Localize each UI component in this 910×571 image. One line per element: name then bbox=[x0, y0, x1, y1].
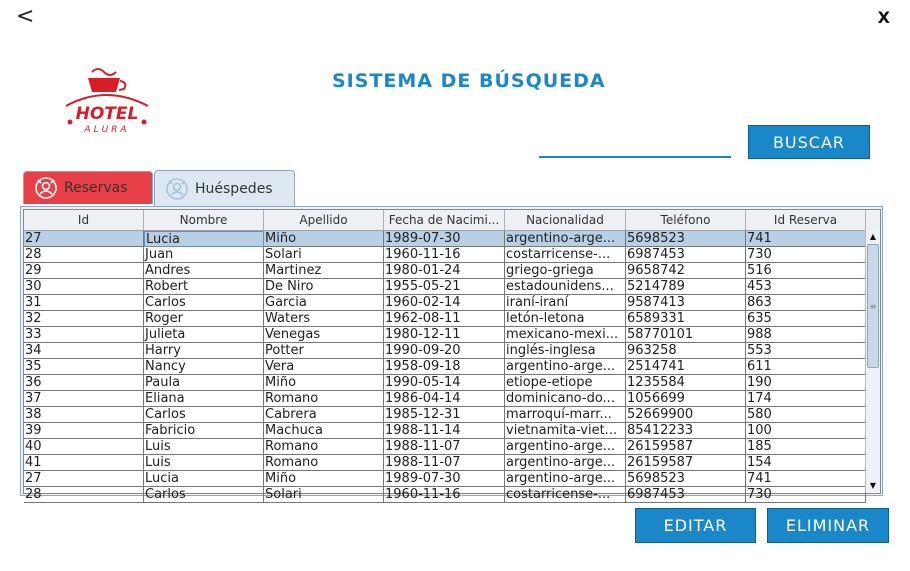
table-row[interactable] bbox=[24, 343, 880, 359]
table-cell[interactable]: Nancy bbox=[144, 359, 264, 375]
table-cell[interactable]: 34 bbox=[24, 343, 144, 359]
table-cell[interactable]: Paula bbox=[144, 375, 264, 391]
table-cell[interactable]: 1986-04-14 bbox=[384, 391, 505, 407]
table-cell[interactable]: argentino-arge... bbox=[505, 455, 626, 471]
table-cell[interactable]: 35 bbox=[24, 359, 144, 375]
table-cell[interactable]: mexicano-mexi... bbox=[505, 327, 626, 343]
table-cell[interactable]: Carlos bbox=[144, 295, 264, 311]
table-cell[interactable]: costarricense-... bbox=[505, 247, 626, 263]
table-cell[interactable]: Luis bbox=[144, 455, 264, 471]
table-cell[interactable]: 1988-11-14 bbox=[384, 423, 505, 439]
table-cell[interactable]: 730 bbox=[746, 247, 866, 263]
column-header[interactable]: Id bbox=[24, 210, 144, 230]
table-cell[interactable]: 6987453 bbox=[626, 247, 746, 263]
table-cell[interactable]: 52669900 bbox=[626, 407, 746, 423]
table-body bbox=[24, 231, 880, 503]
table-cell[interactable]: Luis bbox=[144, 439, 264, 455]
table-cell[interactable]: 58770101 bbox=[626, 327, 746, 343]
table-cell[interactable]: 988 bbox=[746, 327, 866, 343]
logo-word-alura: ALURA bbox=[84, 125, 130, 135]
table-cell[interactable]: argentino-arge... bbox=[505, 231, 626, 247]
table-cell[interactable]: etiope-etiope bbox=[505, 375, 626, 391]
table-cell[interactable]: 28 bbox=[24, 247, 144, 263]
table-cell[interactable]: dominicano-do... bbox=[505, 391, 626, 407]
table-cell[interactable]: 611 bbox=[746, 359, 866, 375]
table-row[interactable] bbox=[24, 407, 880, 423]
table-row[interactable] bbox=[24, 263, 880, 279]
edit-button[interactable]: EDITAR bbox=[635, 508, 756, 543]
table-row[interactable] bbox=[24, 359, 880, 375]
vertical-scrollbar[interactable] bbox=[865, 229, 880, 492]
back-button[interactable]: < bbox=[16, 4, 35, 29]
table-cell[interactable]: estadounidens... bbox=[505, 279, 626, 295]
table-cell[interactable]: Romano bbox=[264, 439, 384, 455]
table-cell[interactable]: 1962-08-11 bbox=[384, 311, 505, 327]
table-cell[interactable]: Venegas bbox=[264, 327, 384, 343]
logo-word-hotel: HOTEL bbox=[75, 104, 139, 124]
table-cell[interactable]: 730 bbox=[746, 487, 866, 503]
table-cell[interactable]: 1980-01-24 bbox=[384, 263, 505, 279]
table-cell[interactable]: 30 bbox=[24, 279, 144, 295]
table-cell[interactable]: 741 bbox=[746, 231, 866, 247]
table-cell[interactable]: Eliana bbox=[144, 391, 264, 407]
column-header[interactable]: Apellido bbox=[264, 210, 384, 230]
table-cell[interactable]: 154 bbox=[746, 455, 866, 471]
table-cell[interactable]: inglés-inglesa bbox=[505, 343, 626, 359]
table-cell[interactable]: 28 bbox=[24, 487, 144, 503]
table-cell[interactable]: 1955-05-21 bbox=[384, 279, 505, 295]
table-row[interactable] bbox=[24, 327, 880, 343]
delete-button[interactable]: ELIMINAR bbox=[767, 508, 889, 543]
table-cell[interactable]: Romano bbox=[264, 455, 384, 471]
table-cell[interactable]: Waters bbox=[264, 311, 384, 327]
table-cell[interactable]: 1960-11-16 bbox=[384, 247, 505, 263]
table-cell[interactable]: 39 bbox=[24, 423, 144, 439]
table-cell[interactable]: Miño bbox=[264, 471, 384, 487]
table-cell[interactable]: 1985-12-31 bbox=[384, 407, 505, 423]
table-cell[interactable]: argentino-arge... bbox=[505, 359, 626, 375]
close-button[interactable]: X bbox=[877, 8, 890, 27]
table-row[interactable] bbox=[24, 487, 880, 503]
column-header[interactable]: Fecha de Nacimi... bbox=[384, 210, 505, 230]
scroll-up-arrow-icon[interactable]: ▲ bbox=[869, 231, 877, 241]
table-cell[interactable]: 36 bbox=[24, 375, 144, 391]
table-cell[interactable]: argentino-arge... bbox=[505, 439, 626, 455]
table-cell[interactable]: 185 bbox=[746, 439, 866, 455]
table-cell[interactable]: 1980-12-11 bbox=[384, 327, 505, 343]
table-cell[interactable]: 1989-07-30 bbox=[384, 231, 505, 247]
table-cell[interactable]: 553 bbox=[746, 343, 866, 359]
table-cell[interactable]: 5214789 bbox=[626, 279, 746, 295]
table-cell[interactable]: Vera bbox=[264, 359, 384, 375]
table-row[interactable] bbox=[24, 247, 880, 263]
table-cell[interactable]: 33 bbox=[24, 327, 144, 343]
table-row[interactable] bbox=[24, 471, 880, 487]
table-cell[interactable]: Garcia bbox=[264, 295, 384, 311]
table-row[interactable] bbox=[24, 455, 880, 471]
scroll-down-arrow-icon[interactable]: ▼ bbox=[869, 480, 877, 490]
table-cell[interactable]: Martinez bbox=[264, 263, 384, 279]
table-cell[interactable]: 38 bbox=[24, 407, 144, 423]
table-cell[interactable]: 1990-05-14 bbox=[384, 375, 505, 391]
table-cell[interactable]: 31 bbox=[24, 295, 144, 311]
table-cell[interactable]: Romano bbox=[264, 391, 384, 407]
table-cell[interactable]: marroquí-marr... bbox=[505, 407, 626, 423]
table-cell[interactable]: Lucia bbox=[144, 471, 264, 487]
table-cell[interactable]: Machuca bbox=[264, 423, 384, 439]
table-cell[interactable]: 635 bbox=[746, 311, 866, 327]
table-cell[interactable]: Julieta bbox=[144, 327, 264, 343]
table-cell[interactable]: Solari bbox=[264, 247, 384, 263]
tab-reservas-label: Reservas bbox=[64, 180, 128, 196]
table-cell[interactable]: 516 bbox=[746, 263, 866, 279]
table-row[interactable] bbox=[24, 375, 880, 391]
table-cell[interactable]: 6589331 bbox=[626, 311, 746, 327]
search-button[interactable]: BUSCAR bbox=[748, 125, 870, 159]
table-cell[interactable]: 190 bbox=[746, 375, 866, 391]
table-cell[interactable]: 2514741 bbox=[626, 359, 746, 375]
column-header[interactable]: Teléfono bbox=[626, 210, 746, 230]
table-cell[interactable]: griego-griega bbox=[505, 263, 626, 279]
search-input[interactable] bbox=[539, 128, 731, 158]
table-cell[interactable]: 32 bbox=[24, 311, 144, 327]
table-cell[interactable]: 9658742 bbox=[626, 263, 746, 279]
table-cell[interactable]: Miño bbox=[264, 231, 384, 247]
tab-huespedes-label: Huéspedes bbox=[195, 180, 273, 197]
table-cell[interactable]: 27 bbox=[24, 231, 144, 247]
table-cell[interactable]: 580 bbox=[746, 407, 866, 423]
table-cell[interactable]: 1235584 bbox=[626, 375, 746, 391]
table-row[interactable] bbox=[24, 295, 880, 311]
table-cell[interactable]: 40 bbox=[24, 439, 144, 455]
column-header[interactable]: Id Reserva bbox=[746, 210, 866, 230]
table-row[interactable] bbox=[24, 311, 880, 327]
table-cell[interactable]: letón-letona bbox=[505, 311, 626, 327]
table-cell[interactable]: 1989-07-30 bbox=[384, 471, 505, 487]
table-cell[interactable]: 1056699 bbox=[626, 391, 746, 407]
table-cell[interactable]: Harry bbox=[144, 343, 264, 359]
table-cell[interactable]: Miño bbox=[264, 375, 384, 391]
table-cell[interactable]: 85412233 bbox=[626, 423, 746, 439]
table-header bbox=[24, 210, 880, 231]
table-cell[interactable]: argentino-arge... bbox=[505, 471, 626, 487]
table-cell[interactable]: iraní-iraní bbox=[505, 295, 626, 311]
table-cell[interactable]: 1960-02-14 bbox=[384, 295, 505, 311]
table-cell[interactable]: 37 bbox=[24, 391, 144, 407]
table-cell[interactable]: 863 bbox=[746, 295, 866, 311]
table-cell[interactable]: 1990-09-20 bbox=[384, 343, 505, 359]
table-cell[interactable]: 5698523 bbox=[626, 231, 746, 247]
table-cell[interactable]: Juan bbox=[144, 247, 264, 263]
table-row[interactable] bbox=[24, 439, 880, 455]
table-cell[interactable]: 9587413 bbox=[626, 295, 746, 311]
scroll-thumb[interactable]: ≡ bbox=[867, 244, 879, 368]
table-cell[interactable]: 963258 bbox=[626, 343, 746, 359]
table-cell[interactable]: Fabricio bbox=[144, 423, 264, 439]
table-cell[interactable]: 27 bbox=[24, 471, 144, 487]
table-row[interactable] bbox=[24, 391, 880, 407]
table-cell[interactable]: 6987453 bbox=[626, 487, 746, 503]
table-row[interactable] bbox=[24, 423, 880, 439]
table-cell[interactable]: 5698523 bbox=[626, 471, 746, 487]
table-cell[interactable]: costarricense-... bbox=[505, 487, 626, 503]
table-cell[interactable]: Carlos bbox=[144, 487, 264, 503]
table-cell[interactable]: Carlos bbox=[144, 407, 264, 423]
tab-huespedes[interactable] bbox=[154, 170, 295, 206]
table-cell[interactable]: 26159587 bbox=[626, 455, 746, 471]
table-cell[interactable]: 26159587 bbox=[626, 439, 746, 455]
guests-icon bbox=[165, 177, 189, 201]
column-header[interactable]: Nombre bbox=[144, 210, 264, 230]
column-header[interactable]: Nacionalidad bbox=[505, 210, 626, 230]
guests-table bbox=[23, 209, 881, 502]
table-cell[interactable]: 29 bbox=[24, 263, 144, 279]
table-cell[interactable]: 1958-09-18 bbox=[384, 359, 505, 375]
table-cell[interactable]: Potter bbox=[264, 343, 384, 359]
table-cell[interactable]: 41 bbox=[24, 455, 144, 471]
table-cell[interactable]: Roger bbox=[144, 311, 264, 327]
table-cell[interactable]: Solari bbox=[264, 487, 384, 503]
table-cell[interactable]: 1988-11-07 bbox=[384, 439, 505, 455]
table-cell[interactable]: 1960-11-16 bbox=[384, 487, 505, 503]
table-cell[interactable]: vietnamita-viet... bbox=[505, 423, 626, 439]
hotel-alura-logo bbox=[62, 62, 152, 140]
table-cell[interactable]: 174 bbox=[746, 391, 866, 407]
table-cell[interactable]: 1988-11-07 bbox=[384, 455, 505, 471]
table-cell[interactable]: Andres bbox=[144, 263, 264, 279]
table-cell[interactable]: De Niro bbox=[264, 279, 384, 295]
table-cell[interactable]: 453 bbox=[746, 279, 866, 295]
table-cell[interactable]: Cabrera bbox=[264, 407, 384, 423]
tab-reservas[interactable] bbox=[23, 171, 153, 204]
table-cell[interactable]: 741 bbox=[746, 471, 866, 487]
page-title: SISTEMA DE BÚSQUEDA bbox=[332, 70, 606, 92]
reservations-icon bbox=[34, 176, 58, 200]
table-row[interactable] bbox=[24, 279, 880, 295]
table-cell[interactable]: Lucia bbox=[144, 231, 264, 247]
table-row[interactable] bbox=[24, 231, 880, 247]
table-cell[interactable]: 100 bbox=[746, 423, 866, 439]
table-cell[interactable]: Robert bbox=[144, 279, 264, 295]
